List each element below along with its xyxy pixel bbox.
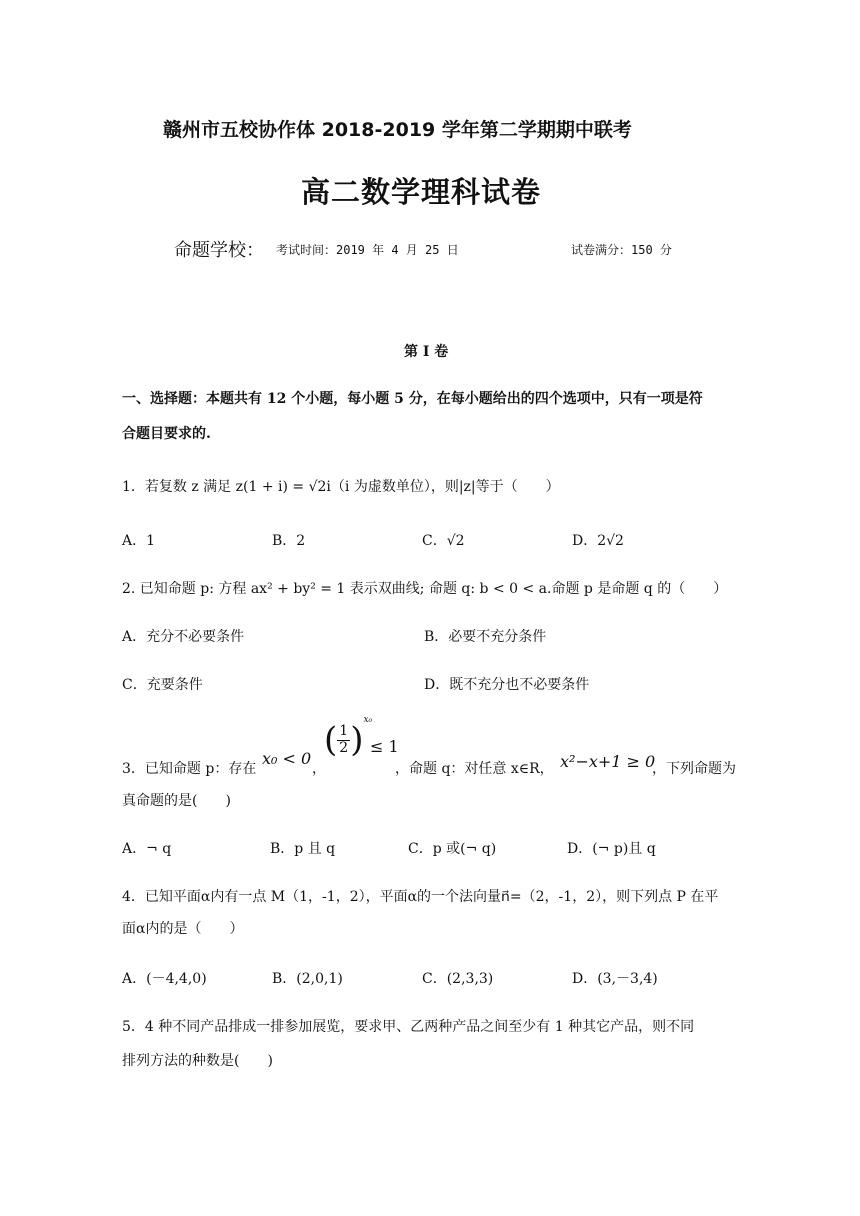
q4-line-1: 4．已知平面α内有一点 M（1，-1，2），平面α的一个法向量n⃗=（2，-1，2），则下列点 P 在平 xyxy=(122,889,719,905)
exam-title: 赣州市五校协作体 2018-2019 学年第二学期期中联考 xyxy=(163,119,632,141)
q3-separator: ， xyxy=(312,761,326,777)
paper-subtitle: 高二数学理科试卷 xyxy=(301,175,542,209)
q1-option-c: C．√2 xyxy=(422,533,465,549)
q3-condition-3: x²−x+1 ≥ 0 xyxy=(560,752,656,771)
exponent-x0: x₀ xyxy=(363,715,373,726)
q2-option-d: D．既不充分也不必要条件 xyxy=(424,677,590,693)
q3-condition-2-tail: ≤ 1 xyxy=(370,737,399,756)
instructions-line-2: 合题目要求的. xyxy=(122,426,211,442)
q3-option-c: C．p 或(¬ q) xyxy=(408,841,497,857)
instructions-line-1: 一、选择题：本题共有 12 个小题，每小题 5 分，在每小题给出的四个选项中，只有一项是符 xyxy=(122,391,703,407)
fraction-one-half xyxy=(337,724,350,756)
question-2-text: 2. 已知命题 p: 方程 ax² + by² = 1 表示双曲线; 命题 q: b < 0 < a.命题 p 是命题 q 的（ ） xyxy=(122,581,728,597)
q5-line-2: 排列方法的种数是( ) xyxy=(122,1053,273,1069)
q4-option-a: A．(－4,4,0) xyxy=(122,971,207,987)
q1-option-d: D．2√2 xyxy=(572,533,624,549)
q3-option-b: B．p 且 q xyxy=(270,841,336,857)
question-1-text: 1．若复数 z 满足 z(1 + i) = √2i（i 为虚数单位），则|z|等于（ ） xyxy=(122,479,560,495)
q3-middle-text: ，命题 q：对任意 x∈R， xyxy=(395,761,554,777)
left-paren: ( xyxy=(324,720,338,760)
full-score: 试卷满分：150 分 xyxy=(571,243,672,257)
q2-option-c: C．充要条件 xyxy=(122,677,203,693)
q2-option-a: A．充分不必要条件 xyxy=(122,629,245,645)
q2-option-b: B．必要不充分条件 xyxy=(424,629,547,645)
q3-line-2: 真命题的是( ) xyxy=(122,793,231,809)
q3-option-d: D．(¬ p)且 q xyxy=(567,841,656,857)
school-label: 命题学校： xyxy=(174,240,264,261)
q3-condition-1: x₀ < 0 xyxy=(262,749,312,768)
q4-option-b: B．(2,0,1) xyxy=(272,971,343,987)
q4-option-c: C．(2,3,3) xyxy=(422,971,494,987)
q5-line-1: 5．4 种不同产品排成一排参加展览，要求甲、乙两种产品之间至少有 1 种其它产品，则不同 xyxy=(122,1019,695,1035)
q3-option-a: A．¬ q xyxy=(122,841,172,857)
q3-prefix: 3．已知命题 p：存在 xyxy=(122,761,257,777)
exam-time: 考试时间：2019 年 4 月 25 日 xyxy=(276,243,459,257)
fraction-numerator: 1 xyxy=(339,723,349,740)
q1-option-a: A．1 xyxy=(122,533,156,549)
volume-heading: 第 I 卷 xyxy=(404,344,449,360)
fraction-denominator: 2 xyxy=(339,739,349,756)
q3-power-expression xyxy=(324,715,373,760)
right-paren: ) xyxy=(350,720,364,760)
q4-option-d: D．(3,－3,4) xyxy=(572,971,658,987)
q1-option-b: B．2 xyxy=(272,533,306,549)
q3-suffix: ，下列命题为 xyxy=(652,761,736,777)
q4-line-2: 面α内的是（ ） xyxy=(122,921,244,937)
